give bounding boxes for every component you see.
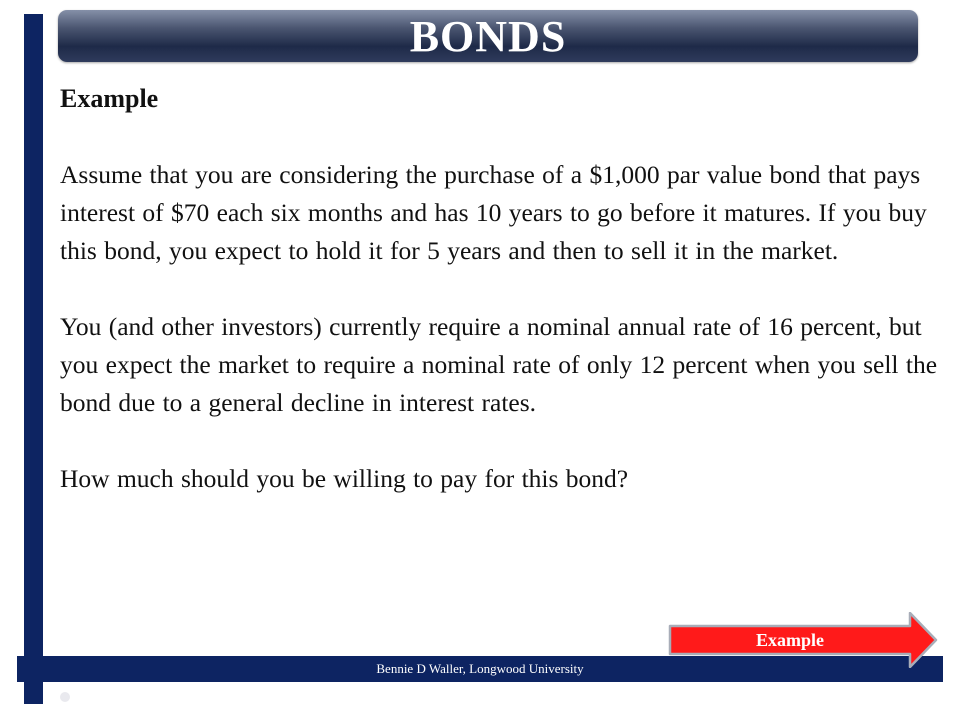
title-bar <box>58 10 918 62</box>
paragraph-question: How much should you be willing to pay for this bond? <box>60 464 629 493</box>
paragraph-required-rates: You (and other investors) currently require a nominal annual rate of 16 percent, but you expect the market to require a nominal rate of only 12 percent when you sell the bond due to a general decline in interest rates. <box>60 312 938 417</box>
left-accent-bar <box>24 14 43 704</box>
example-next-label[interactable]: Example <box>755 630 824 650</box>
slide-content <box>60 80 940 498</box>
footer-credit: Bennie D Waller, Longwood University <box>376 661 584 676</box>
slide-title: BONDS <box>409 12 567 61</box>
section-heading: Example <box>60 84 159 113</box>
corner-dot <box>60 692 70 702</box>
paragraph-bond-setup: Assume that you are considering the purchase of a $1,000 par value bond that pays interest of $70 each six months and has 10 years to go before it matures. If you buy this bond, you expect to hold it for 5 years and then to sell it in the market. <box>60 160 927 265</box>
example-next-button[interactable] <box>668 612 938 668</box>
